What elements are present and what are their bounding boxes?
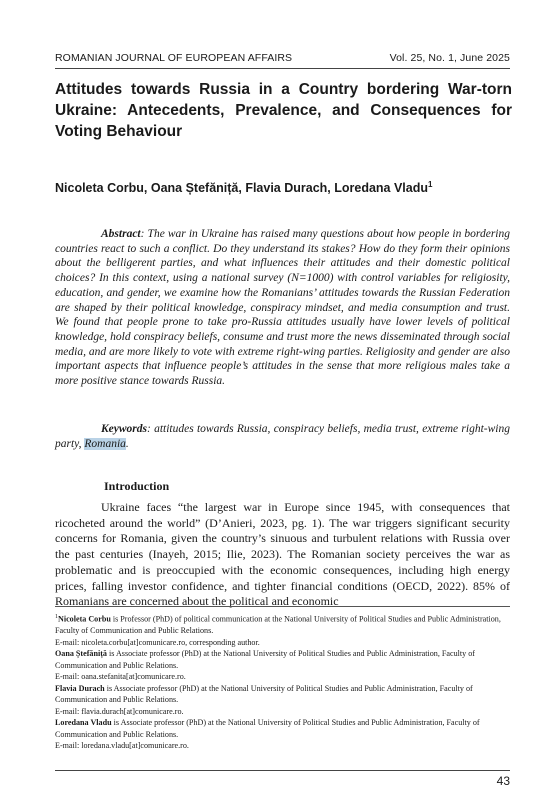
- author-names: Nicoleta Corbu, Oana Ștefăniță, Flavia Durach, Loredana Vladu: [55, 181, 429, 196]
- footnote-text: is Associate professor (PhD) at the National University of Political Studies and Public Administration, Faculty of Communication and Public Relations.: [55, 649, 475, 670]
- section-heading: Introduction: [104, 479, 170, 493]
- footnote-item: [55, 717, 510, 740]
- footnote-author: Oana Ștefăniță: [55, 649, 107, 659]
- keywords-end: .: [125, 437, 129, 450]
- keywords: [55, 422, 510, 451]
- footnote-text: is Associate professor (PhD) at the National University of Political Studies and Public Administration, Faculty of Communication and Public Relations.: [55, 718, 480, 739]
- page-number: 43: [496, 774, 510, 788]
- footnote-author: Nicoleta Corbu: [58, 614, 111, 624]
- highlighted-keyword[interactable]: Romania: [84, 437, 126, 450]
- abstract-text: : The war in Ukraine has raised many questions about how people in bordering countries react to such a conflict. Do they understand its stakes? How do they form their opinions about the belligerent parties, and what influences their attitudes and their domestic political choices? In this context, using a national survey (N=1000) with control variables for religiosity, education, and gender, we examine how the Romanians’ attitudes towards the Russian Federation are shaped by their political knowledge, conspiracy mindset, and media consumption and trust. We found that people prone to take pro-Russia attitudes usually have lower levels of political knowledge, hold conspiracy beliefs, consume and trust more the news disseminated through social media, and are more likely to vote with extreme right-wing parties. Religiosity and gender are also important aspects that influence people’s attitudes in the sense that more religious males take a more positive stance towards Russia.: [55, 228, 510, 388]
- issue-info: Vol. 25, No. 1, June 2025: [389, 52, 510, 64]
- footnote-email: E-mail: oana.stefanita[at]comunicare.ro.: [55, 672, 186, 682]
- footnote-text: is Professor (PhD) of political communication at the National University of Political Studies and Public Administration, Faculty of Communication and Public Relations.: [55, 614, 501, 636]
- footer-divider: [55, 770, 510, 771]
- article-title: Attitudes towards Russia in a Country bordering War-torn Ukraine: Antecedents, Prevalence, and Consequences for Voting Behaviour: [55, 81, 512, 140]
- footnote-author: Loredana Vladu: [55, 718, 112, 728]
- footnote-item: [55, 648, 510, 671]
- footnote-email: E-mail: nicoleta.corbu[at]comunicare.ro, corresponding author.: [55, 637, 260, 647]
- header-divider: [55, 68, 510, 69]
- footnote-text: is Associate professor (PhD) at the National University of Political Studies and Public Administration, Faculty of Communication and Public Relations.: [55, 683, 473, 705]
- footnote-mark: 1: [55, 614, 58, 620]
- journal-name: ROMANIAN JOURNAL OF EUROPEAN AFFAIRS: [55, 52, 293, 64]
- abstract: [55, 227, 510, 389]
- footnote-marker[interactable]: 1: [428, 180, 433, 189]
- footnote-item: [55, 683, 510, 706]
- footnotes: [55, 612, 510, 752]
- keywords-label: Keywords: [101, 423, 147, 435]
- footnote-author: Flavia Durach: [55, 683, 105, 693]
- author-list: [55, 180, 432, 195]
- keywords-text: : attitudes towards Russia, conspiracy beliefs, media trust, extreme right-wing party,: [55, 423, 510, 450]
- footnote-item: [55, 612, 510, 637]
- footnote-email: E-mail: loredana.vladu[at]comunicare.ro.: [55, 741, 189, 751]
- footnote-divider: [55, 606, 510, 607]
- footnote-email: E-mail: flavia.durach[at]comunicare.ro.: [55, 706, 184, 716]
- abstract-label: Abstract: [101, 228, 141, 240]
- intro-paragraph: Ukraine faces “the largest war in Europe since 1945, with consequences that ricocheted around the world” (D’Anieri, 2023, pg. 1). The war triggers significant security concerns for Romania, given the country’s sinuous and turbulent relations with Russia over the past centuries (Inayeh, 2015; Ilie, 2023). The Romanian society perceives the war as problematic and is preoccupied with the economic consequences, including high energy prices, falling investor confidence, and tighter financial conditions (OECD, 2022). 85% of Romanians are concerned about the political and economic: [55, 500, 510, 609]
